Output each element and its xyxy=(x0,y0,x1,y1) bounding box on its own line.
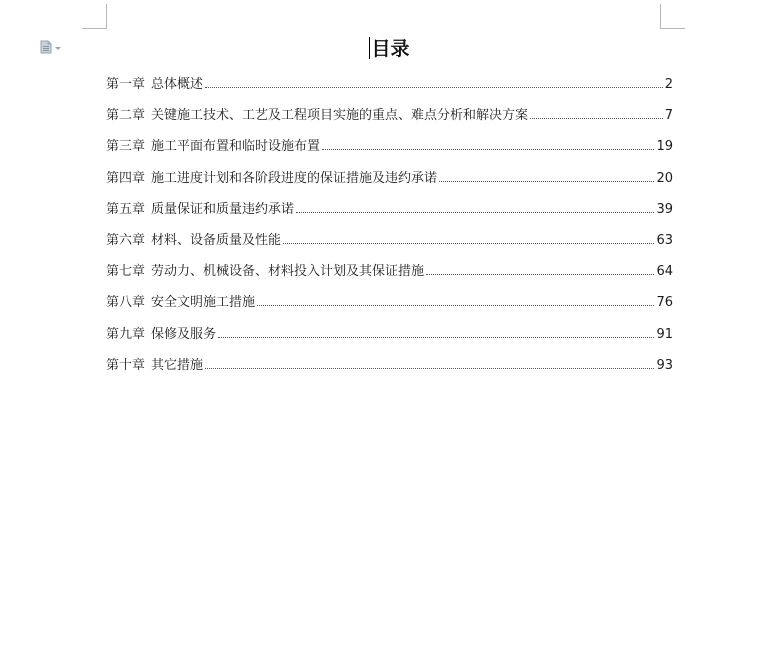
toc-entry-title: 施工平面布置和临时设施布置 xyxy=(151,139,321,155)
toc-entry-title: 其它措施 xyxy=(151,357,204,373)
toc-entry-title: 安全文明施工措施 xyxy=(151,295,256,311)
toc-entry[interactable] xyxy=(106,136,673,167)
toc-entry-chapter: 第六章 xyxy=(106,232,146,248)
toc-entry[interactable] xyxy=(106,74,673,105)
toc-dot-leader xyxy=(426,274,654,275)
toc-entry-chapter: 第五章 xyxy=(106,201,146,217)
toc-entry-page-number: 64 xyxy=(656,264,673,280)
toc-entry-chapter: 第二章 xyxy=(106,108,146,124)
toc-entry-title: 总体概述 xyxy=(151,77,204,92)
toc-dot-leader xyxy=(530,118,663,119)
toc-dot-leader xyxy=(218,337,654,338)
toc-entry[interactable] xyxy=(106,292,673,323)
toc-entry-chapter: 第一章 xyxy=(106,77,146,92)
page-corner-mark-top-right xyxy=(660,4,685,29)
toc-entry-page-number: 19 xyxy=(656,139,673,155)
toc-entry-page-number: 7 xyxy=(664,108,673,124)
toc-entry-page-number: 91 xyxy=(656,326,673,342)
toc-entry-title: 施工进度计划和各阶段进度的保证措施及违约承诺 xyxy=(151,170,438,186)
toc-dot-leader xyxy=(257,305,654,306)
toc-entry-page-number: 63 xyxy=(656,232,673,248)
toc-dot-leader xyxy=(296,212,654,213)
toc-dot-leader xyxy=(322,149,654,150)
toc-entry[interactable] xyxy=(106,230,673,261)
toc-dot-leader xyxy=(283,243,654,244)
toc-entry[interactable] xyxy=(106,168,673,199)
toc-entry[interactable] xyxy=(106,199,673,230)
toc-entry-chapter: 第七章 xyxy=(106,264,146,280)
toc-entry-title: 质量保证和质量违约承诺 xyxy=(151,201,295,217)
toc-dot-leader xyxy=(439,181,654,182)
toc-title-text: 目录 xyxy=(371,38,410,60)
toc-entry-chapter: 第三章 xyxy=(106,139,146,155)
toc-entry-title: 保修及服务 xyxy=(151,326,217,342)
table-of-contents xyxy=(106,74,673,386)
toc-entry-page-number: 93 xyxy=(656,357,673,373)
toc-dot-leader xyxy=(205,368,654,369)
toc-entry-page-number: 2 xyxy=(664,77,673,92)
toc-entry[interactable] xyxy=(106,324,673,355)
toc-entry-chapter: 第九章 xyxy=(106,326,146,342)
toc-entry-chapter: 第八章 xyxy=(106,295,146,311)
toc-entry-page-number: 76 xyxy=(656,295,673,311)
toc-entry-page-number: 20 xyxy=(656,170,673,186)
toc-entry-chapter: 第四章 xyxy=(106,170,146,186)
toc-dot-leader xyxy=(205,87,663,88)
toc-entry[interactable] xyxy=(106,105,673,136)
page-corner-mark-top-left xyxy=(82,4,107,29)
toc-entry[interactable] xyxy=(106,355,673,386)
toc-entry-title: 劳动力、机械设备、材料投入计划及其保证措施 xyxy=(151,264,425,280)
toc-entry[interactable] xyxy=(106,261,673,292)
toc-entry-title: 材料、设备质量及性能 xyxy=(151,232,282,248)
toc-heading[interactable] xyxy=(0,36,779,62)
toc-entry-title: 关键施工技术、工艺及工程项目实施的重点、难点分析和解决方案 xyxy=(151,108,529,124)
toc-entry-chapter: 第十章 xyxy=(106,357,146,373)
toc-entry-page-number: 39 xyxy=(656,201,673,217)
